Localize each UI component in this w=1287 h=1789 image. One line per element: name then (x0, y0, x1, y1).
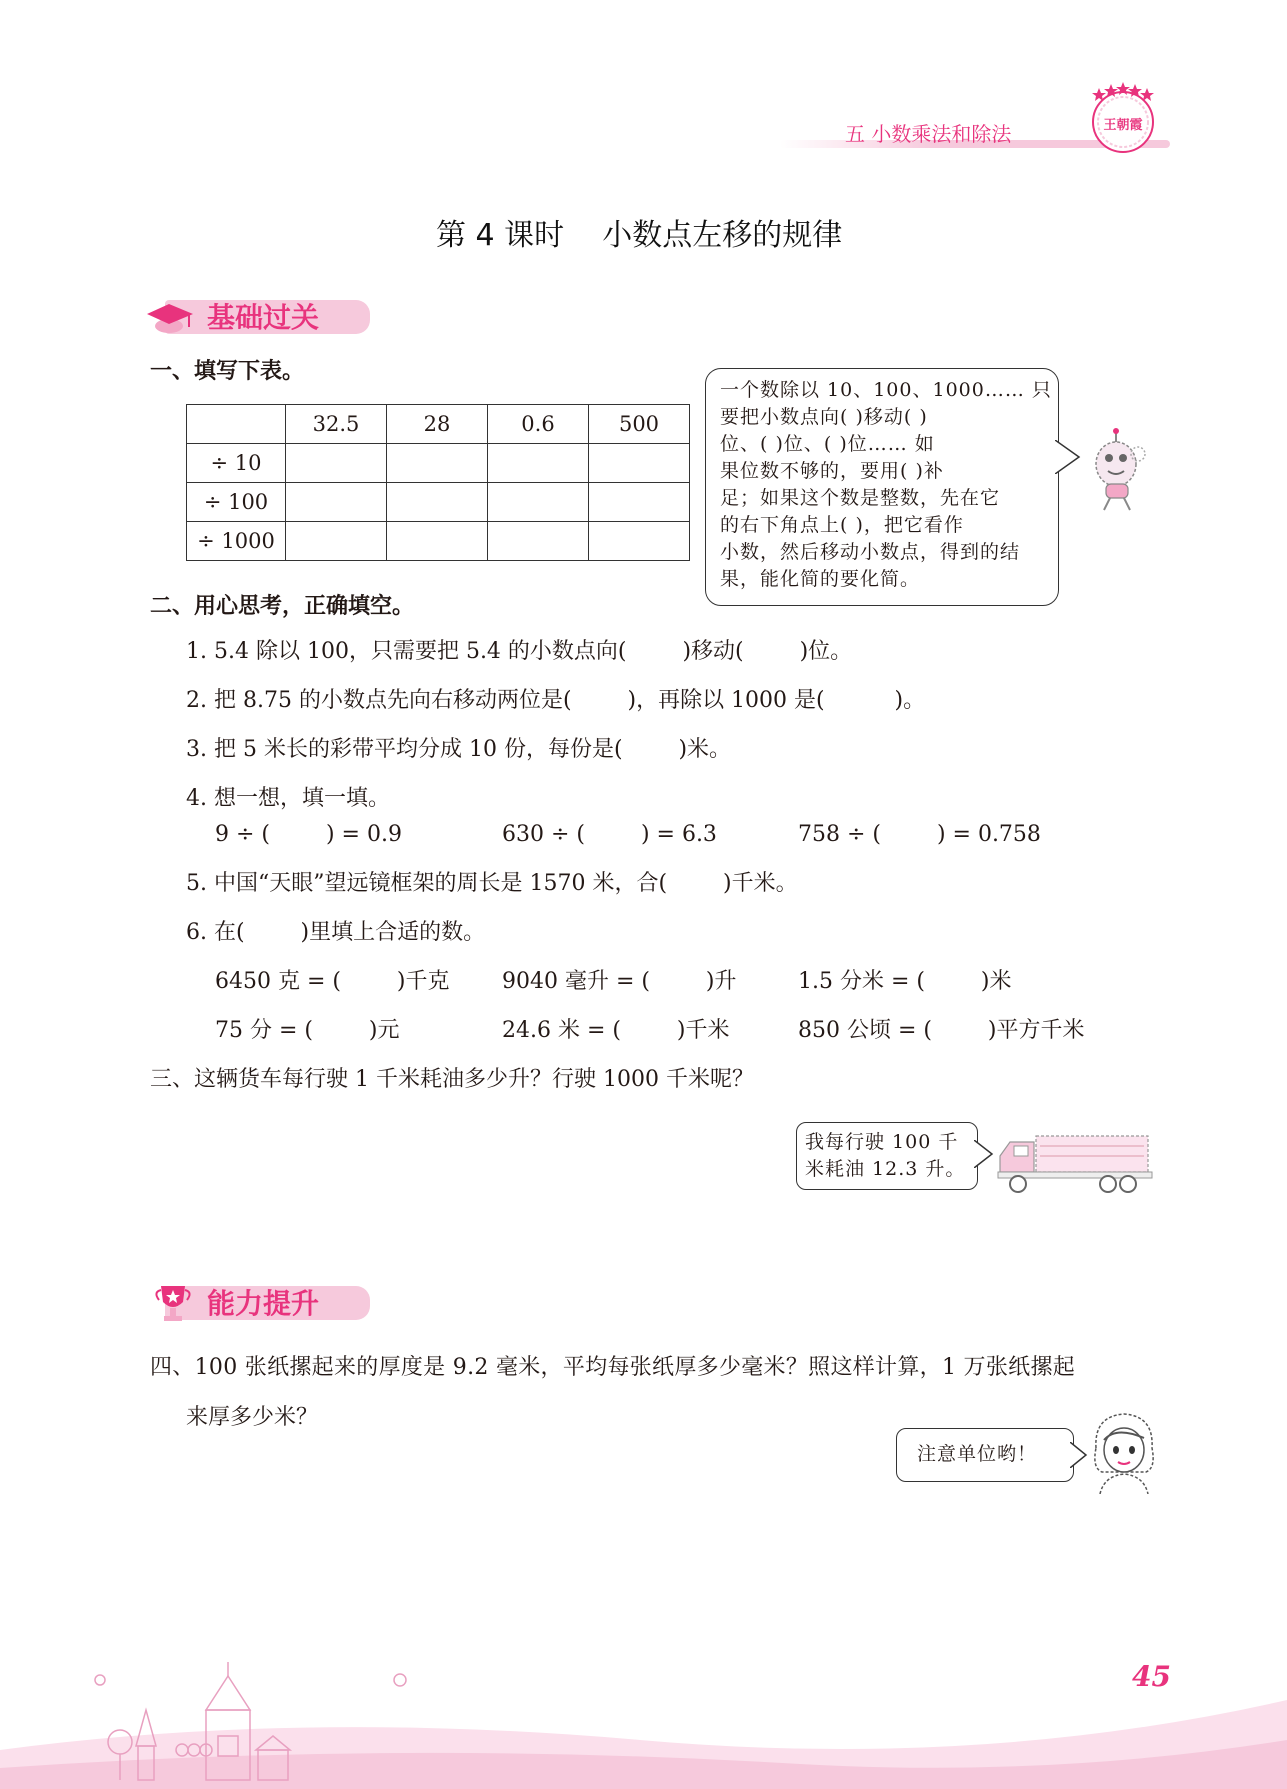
q1-title: 一、填写下表。 (150, 358, 305, 384)
q2-item-1: 1. 5.4 除以 100，只需要把 5.4 的小数点向( )移动( )位。 (186, 639, 853, 664)
unit-bubble-text: 注意单位哟！ (917, 1443, 1038, 1465)
page-number: 45 (1132, 1660, 1171, 1693)
answer-cell[interactable] (286, 483, 387, 522)
lesson-title: 第 4 课时 小数点左移的规律 (436, 218, 843, 253)
q3-title: 三、这辆货车每行驶 1 千米耗油多少升？行驶 1000 千米呢？ (150, 1067, 754, 1092)
answer-cell[interactable] (589, 522, 690, 561)
truck-bubble-line: 米耗油 12.3 升。 (805, 1158, 966, 1180)
tip-line: 果位数不够的，要用( )补 (720, 460, 944, 482)
tip-line: 足；如果这个数是整数，先在它 (720, 487, 1001, 509)
logo-text: 王朝霞 (1103, 118, 1143, 133)
table-col-header: 500 (589, 405, 690, 444)
q2-fill-6a: 6450 克 = ( )千克 (215, 969, 450, 994)
chapter-title: 五 小数乘法和除法 (845, 122, 1012, 146)
girl-avatar-icon (1086, 1408, 1162, 1494)
tip-line: 小数，然后移动小数点，得到的结 (720, 541, 1021, 563)
tip-line: 的右下角点上( )，把它看作 (720, 514, 964, 536)
answer-cell[interactable] (387, 444, 488, 483)
logo-seal (1085, 80, 1161, 156)
q2-fill-6d: 75 分 = ( )元 (215, 1018, 400, 1043)
section-title-basic: 基础过关 (207, 301, 320, 334)
truck-bubble-line: 我每行驶 100 千 (805, 1131, 959, 1153)
fill-table (186, 404, 690, 561)
tip-text (720, 377, 1052, 593)
answer-cell[interactable] (488, 483, 589, 522)
table-header-row (187, 405, 690, 444)
q2-fill-4a: 9 ÷ ( ) = 0.9 (215, 822, 402, 847)
section-badge-advanced (145, 1282, 375, 1324)
tip-line: 一个数除以 10、100、1000…… 只 (720, 379, 1052, 401)
q2-fill-4b: 630 ÷ ( ) = 6.3 (502, 822, 717, 847)
table-col-header: 28 (387, 405, 488, 444)
table-col-header: 0.6 (488, 405, 589, 444)
q2-fill-6b: 9040 毫升 = ( )升 (502, 969, 737, 994)
q2-fill-6f: 850 公顷 = ( )平方千米 (798, 1018, 1085, 1043)
section-title-advanced: 能力提升 (207, 1287, 320, 1320)
q2-item-4: 4. 想一想，填一填。 (186, 786, 390, 811)
section-badge-basic (145, 296, 375, 338)
table-corner-cell (187, 405, 286, 444)
tip-line: 果，能化简的要化简。 (720, 568, 921, 590)
q2-item-3: 3. 把 5 米长的彩带平均分成 10 份，每份是( )米。 (186, 737, 732, 762)
answer-cell[interactable] (488, 444, 589, 483)
table-row (187, 483, 690, 522)
answer-cell[interactable] (589, 483, 690, 522)
table-row-header: ÷ 10 (187, 444, 286, 483)
q2-item-6: 6. 在( )里填上合适的数。 (186, 920, 486, 945)
truck-bubble (796, 1122, 978, 1190)
table-row (187, 522, 690, 561)
q2-item-5: 5. 中国“天眼”望远镜框架的周长是 1570 米，合( )千米。 (186, 871, 798, 896)
trophy-icon (153, 1282, 193, 1326)
answer-cell[interactable] (387, 522, 488, 561)
table-row-header: ÷ 100 (187, 483, 286, 522)
table-col-header: 32.5 (286, 405, 387, 444)
answer-cell[interactable] (488, 522, 589, 561)
tip-line: 要把小数点向( )移动( ) (720, 406, 928, 428)
tip-line: 位、( )位、( )位…… 如 (720, 433, 935, 455)
table-row (187, 444, 690, 483)
q4-line-2: 来厚多少米？ (186, 1405, 319, 1430)
answer-cell[interactable] (387, 483, 488, 522)
truck-icon (996, 1128, 1156, 1196)
answer-cell[interactable] (286, 522, 387, 561)
q2-item-2: 2. 把 8.75 的小数点先向右移动两位是( )，再除以 1000 是( )。 (186, 688, 926, 713)
answer-cell[interactable] (589, 444, 690, 483)
q2-title: 二、用心思考，正确填空。 (150, 593, 415, 619)
cartoon-robot-icon (1086, 426, 1152, 512)
graduation-cap-icon (145, 300, 197, 336)
q4-line-1: 四、100 张纸摞起来的厚度是 9.2 毫米，平均每张纸厚多少毫米？照这样计算，1 万张纸摞起 (150, 1355, 1076, 1380)
q2-fill-4c: 758 ÷ ( ) = 0.758 (798, 822, 1041, 847)
footer-decoration (0, 1640, 1287, 1789)
answer-cell[interactable] (286, 444, 387, 483)
tip-bubble (705, 368, 1059, 606)
bubble-pointer-icon (974, 1140, 994, 1168)
unit-bubble (896, 1428, 1074, 1482)
q2-fill-6c: 1.5 分米 = ( )米 (798, 969, 1012, 994)
bubble-pointer-icon (1055, 440, 1081, 474)
table-row-header: ÷ 1000 (187, 522, 286, 561)
q2-fill-6e: 24.6 米 = ( )千米 (502, 1018, 730, 1043)
